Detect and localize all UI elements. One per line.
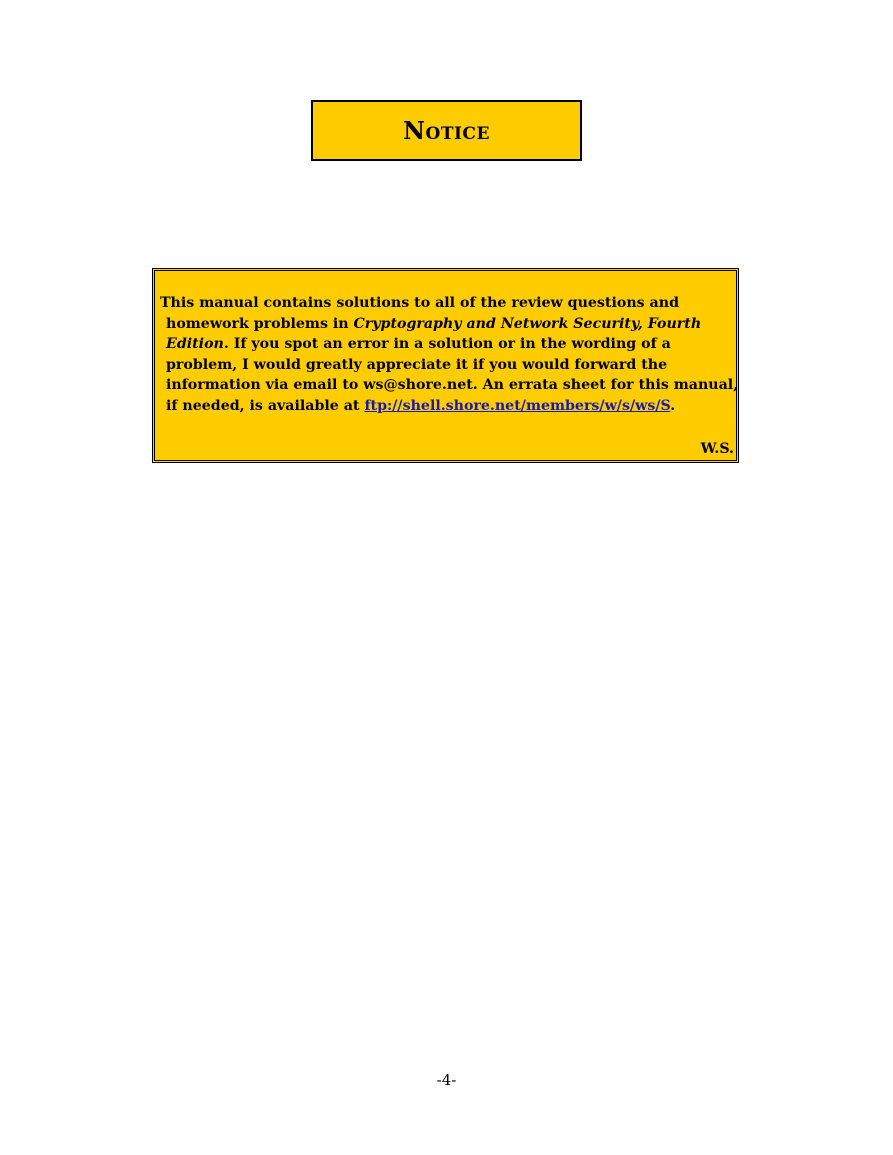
message-line: information via email to ws@shore.net. An errata sheet for this manual, — [166, 377, 739, 394]
message-line — [160, 396, 735, 417]
message-body — [160, 293, 739, 417]
message-line — [160, 314, 735, 335]
book-title-part: Edition — [166, 336, 224, 353]
signature: W.S. — [700, 441, 734, 457]
message-line: problem, I would greatly appreciate it if you would forward the — [166, 356, 668, 373]
message-text-segment: . If you spot an error in a solution or in the wording of a — [223, 336, 671, 353]
notice-title: Notice — [403, 116, 490, 145]
page-number: -4- — [436, 1071, 457, 1089]
message-text-segment: . — [670, 397, 676, 414]
errata-link[interactable]: ftp://shell.shore.net/members/w/s/ws/S — [364, 397, 671, 414]
message-line — [160, 334, 735, 355]
message-text-segment: homework problems in — [166, 315, 354, 332]
notice-banner — [311, 100, 582, 161]
message-text-segment: if needed, is available at — [166, 397, 365, 414]
message-line: This manual contains solutions to all of the review questions and — [160, 295, 679, 311]
message-box — [152, 268, 739, 463]
book-title-part: Cryptography and Network Security, Fourth — [353, 315, 702, 332]
